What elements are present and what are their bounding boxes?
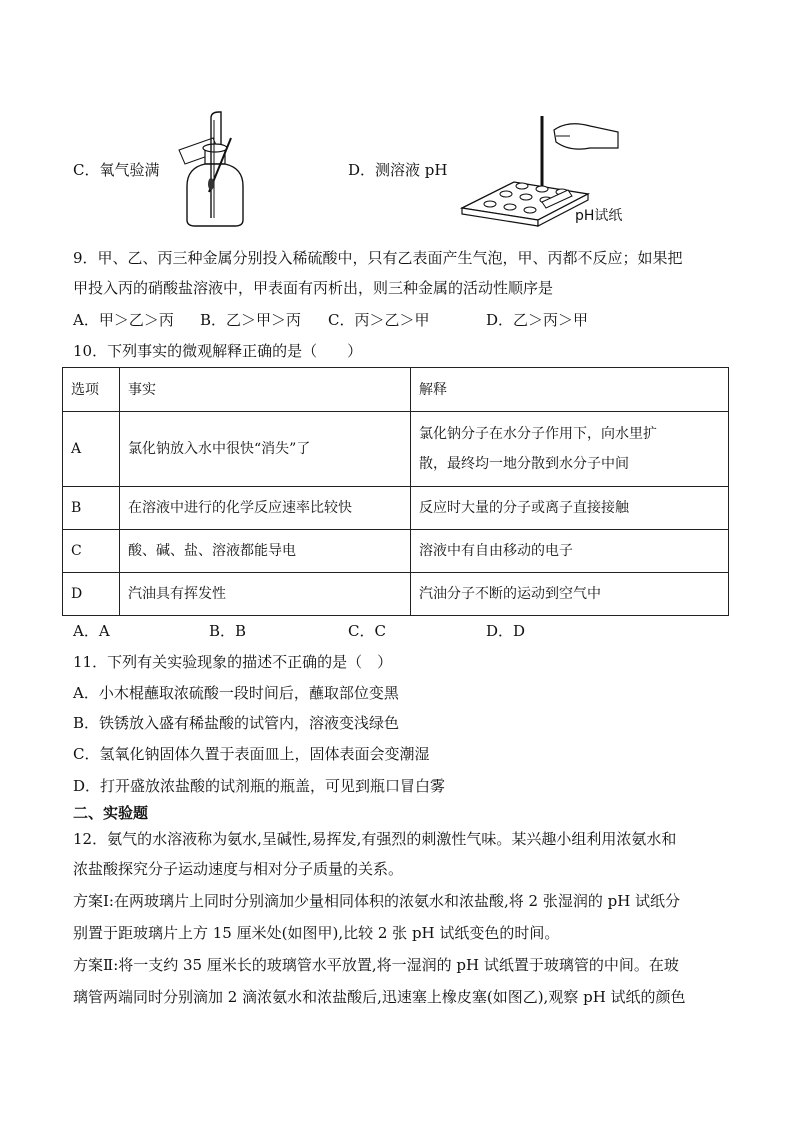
q10-option-b: B．B <box>209 622 247 640</box>
q9-stem-line2: 甲投入丙的硝酸盐溶液中，甲表面有丙析出，则三种金属的活动性顺序是 <box>73 279 554 297</box>
explain-line: 氯化钠分子在水分子作用下，向水里扩 <box>419 426 657 442</box>
q9-option-d: D．乙＞丙＞甲 <box>486 311 589 329</box>
table-row <box>63 412 729 487</box>
row-fact: 酸、碱、盐、溶液都能导电 <box>120 530 411 573</box>
table-header-row <box>63 368 729 412</box>
option-c-label: C．氧气验满 <box>73 161 160 179</box>
header-fact: 事实 <box>120 368 411 412</box>
q11-option-d: D．打开盛放浓盐酸的试剂瓶的瓶盖，可见到瓶口冒白雾 <box>73 777 446 795</box>
q12-line5: 方案Ⅱ:将一支约 35 厘米长的玻璃管水平放置,将一湿润的 pH 试纸置于玻璃管的中间。在玻 <box>73 956 679 974</box>
q11-option-b: B．铁锈放入盛有稀盐酸的试管内，溶液变浅绿色 <box>73 714 400 732</box>
ph-paper-label: pH试纸 <box>575 208 623 224</box>
row-fact: 汽油具有挥发性 <box>120 573 411 616</box>
row-explain <box>411 412 729 487</box>
row-explain: 汽油分子不断的运动到空气中 <box>411 573 729 616</box>
row-option: A <box>63 412 120 487</box>
row-fact: 在溶液中进行的化学反应速率比较快 <box>120 487 411 530</box>
q12-line4: 别置于距玻璃片上方 15 厘米处(如图甲),比较 2 张 pH 试纸变色的时间。 <box>73 924 560 942</box>
q11-option-a: A．小木棍蘸取浓硫酸一段时间后，蘸取部位变黑 <box>73 684 399 702</box>
table-row <box>63 487 729 530</box>
header-explain: 解释 <box>411 368 729 412</box>
row-explain: 反应时大量的分子或离子直接接触 <box>411 487 729 530</box>
q10-option-c: C．C <box>348 622 386 640</box>
q10-option-a: A．A <box>73 622 110 640</box>
q10-stem: 10．下列事实的微观解释正确的是（ ） <box>73 342 363 360</box>
q11-stem: 11．下列有关实验现象的描述不正确的是（ ） <box>73 653 393 671</box>
q10-table <box>62 367 729 616</box>
q12-line3: 方案Ⅰ:在两玻璃片上同时分别滴加少量相同体积的浓氨水和浓盐酸,将 2 张湿润的 pH 试纸分 <box>73 892 681 910</box>
row-option: D <box>63 573 120 616</box>
table-row <box>63 573 729 616</box>
table-row <box>63 530 729 573</box>
q11-option-c: C．氢氧化钠固体久置于表面皿上，固体表面会变潮湿 <box>73 745 430 763</box>
q12-line6: 璃管两端同时分别滴加 2 滴浓氨水和浓盐酸后,迅速塞上橡皮塞(如图乙),观察 pH 试纸的颜色 <box>73 988 686 1006</box>
q10-option-d: D．D <box>486 622 526 640</box>
section-title: 二、实验题 <box>73 804 149 822</box>
q9-option-c: C．丙＞乙＞甲 <box>328 311 430 329</box>
q9-option-a: A．甲＞乙＞丙 <box>73 311 174 329</box>
row-fact: 氯化钠放入水中很快“消失”了 <box>120 412 411 487</box>
row-option: C <box>63 530 120 573</box>
q9-stem-line1: 9．甲、乙、丙三种金属分别投入稀硫酸中，只有乙表面产生气泡，甲、丙都不反应；如果把 <box>73 249 683 267</box>
row-option: B <box>63 487 120 530</box>
q12-line1: 12．氨气的水溶液称为氨水,呈碱性,易挥发,有强烈的刺激性气味。某兴趣小组利用浓氨水和 <box>73 830 677 848</box>
q9-option-b: B．乙＞甲＞丙 <box>200 311 302 329</box>
q12-line2: 浓盐酸探究分子运动速度与相对分子质量的关系。 <box>73 860 404 878</box>
row-explain: 溶液中有自由移动的电子 <box>411 530 729 573</box>
header-option: 选项 <box>63 368 120 412</box>
option-d-label: D．测溶液 pH <box>348 161 448 179</box>
oxygen-bottle-illustration <box>175 108 255 230</box>
explain-line: 散，最终均一地分散到水分子中间 <box>419 456 629 472</box>
